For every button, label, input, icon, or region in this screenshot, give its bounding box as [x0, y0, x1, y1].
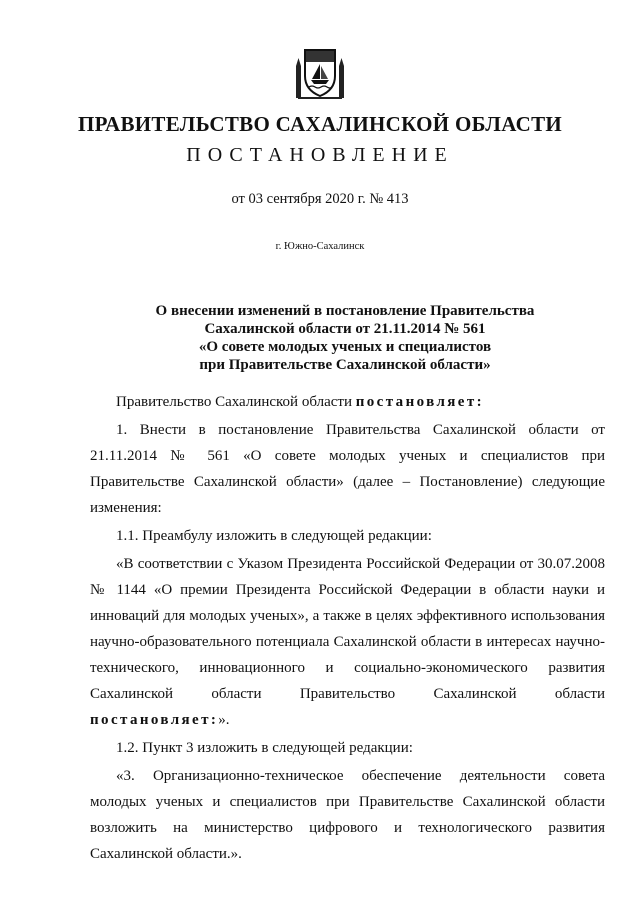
document-heading	[90, 302, 600, 374]
heading-line: Сахалинской области от 21.11.2014 № 561	[204, 321, 486, 337]
document-type: ПОСТАНОВЛЕНИЕ	[186, 144, 454, 166]
preamble-end: ».	[218, 712, 230, 728]
government-title: ПРАВИТЕЛЬСТВО САХАЛИНСКОЙ ОБЛАСТИ	[77, 112, 563, 136]
paragraph-1-1: 1.1. Преамбулу изложить в следующей редакции:	[116, 528, 432, 544]
preamble-quote	[90, 551, 605, 733]
document-body	[90, 389, 605, 869]
intro-text: Правительство Сахалинской области	[116, 394, 356, 410]
heading-line: О внесении изменений в постановление Правительства	[155, 303, 535, 319]
preamble-resolves-word: постановляет:	[90, 712, 219, 728]
preamble-text: «В соответствии с Указом Президента Российской Федерации от 30.07.2008 № 1144 «О премии Президента Российской Федерации в области науки и инноваций для молодых ученых», а также в целях эффективного использования научно-образовательного потенциала Сахалинской области в интересах научно-технического, инновационного и социально-экономического развития Сахалинской области Правительство Сахалинской области	[90, 556, 605, 702]
heading-line: «О совете молодых ученых и специалистов	[198, 339, 492, 355]
heading-line: при Правительстве Сахалинской области»	[199, 357, 491, 373]
intro-paragraph	[90, 389, 605, 415]
paragraph-1-2: 1.2. Пункт 3 изложить в следующей редакции:	[116, 740, 413, 756]
point-3-quote: «3. Организационно-техническое обеспечение деятельности совета молодых ученых и специалистов при Правительстве Сахалинской области возложить на министерство цифрового и технологического развития Сахалинской области.».	[90, 768, 605, 862]
document-city: г. Южно-Сахалинск	[275, 241, 365, 252]
paragraph-1: 1. Внести в постановление Правительства Сахалинской области от 21.11.2014 № 561 «О совете молодых ученых и специалистов при Правительстве Сахалинской области» (далее – Постановление) следующие изменения:	[90, 422, 605, 516]
resolves-word: постановляет:	[355, 394, 485, 410]
document-date-number: от 03 сентября 2020 г. № 413	[231, 191, 409, 207]
coat-of-arms-icon	[294, 44, 346, 105]
